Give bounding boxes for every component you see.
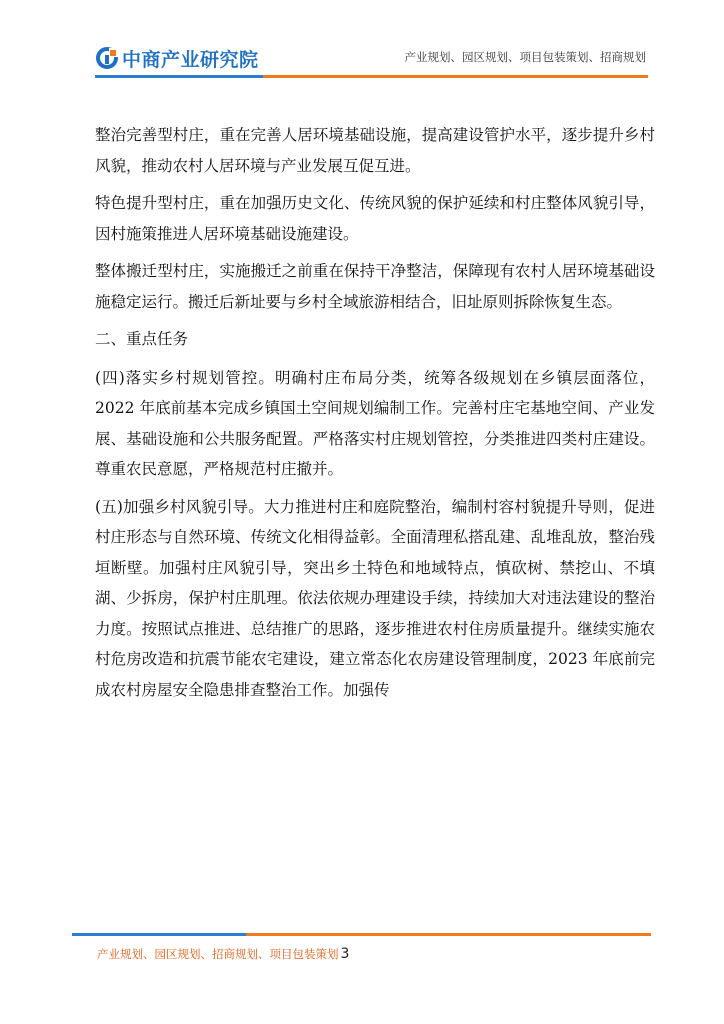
logo-text: 中商产业研究院 (122, 48, 259, 71)
logo (95, 43, 259, 73)
page-number: 3 (340, 946, 350, 962)
footer-rule-blue (72, 933, 246, 936)
paragraph-landscape-guidance: (五)加强乡村风貌引导。大力推进村庄和庭院整治，编制村容村貌提升导则，促进村庄形态与自然环境、传统文化相得益彰。全面清理私搭乱建、乱堆乱放，整治残垣断壁。加强村庄风貌引导，突出乡土特色和地域特点，慎砍树、禁挖山、不填湖、少拆房，保护村庄肌理。依法依规办理建设手续，持续加大对违法建设的整治力度。按照试点推进、总结推广的思路，逐步推进农村住房质量提升。继续实施农村危房改造和抗震节能农宅建设，建立常态化农房建设管理制度，2023 年底前完成农村房屋安全隐患排查整治工作。加强传 (95, 497, 655, 699)
paragraph-characteristic-villages: 特色提升型村庄，重在加强历史文化、传统风貌的保护延续和村庄整体风貌引导，因村施策推进人居环境基础设施建设。 (95, 194, 655, 243)
header-rule-orange (263, 75, 648, 78)
paragraph-planning-control: (四)落实乡村规划管控。明确村庄布局分类，统筹各级规划在乡镇层面落位，2022 年底前基本完成乡镇国土空间规划编制工作。完善村庄宅基地空间、产业发展、基础设施和公共服务配置。严格落实村庄规划管控，分类推进四类村庄建设。尊重农民意愿，严格规范村庄撤并。 (95, 368, 655, 478)
footer-tagline: 产业规划、园区规划、招商规划、项目包装策划 (97, 947, 339, 961)
header-rule-blue (95, 75, 263, 78)
document-body (95, 120, 655, 712)
header-tagline: 产业规划、园区规划、项目包装策划、招商规划 (404, 50, 646, 64)
page-header (0, 0, 724, 80)
page-footer (97, 946, 349, 962)
section-heading-key-tasks: 二、重点任务 (95, 330, 189, 348)
zhongshang-logo-icon (95, 46, 119, 70)
paragraph-relocation-villages: 整体搬迁型村庄，实施搬迁之前重在保持干净整洁，保障现有农村人居环境基础设施稳定运行。搬迁后新址要与乡村全域旅游相结合，旧址原则拆除恢复生态。 (95, 262, 655, 311)
paragraph-renovation-villages: 整治完善型村庄，重在完善人居环境基础设施，提高建设管护水平，逐步提升乡村风貌，推动农村人居环境与产业发展互促互进。 (95, 126, 655, 175)
footer-rule-orange (246, 933, 651, 936)
